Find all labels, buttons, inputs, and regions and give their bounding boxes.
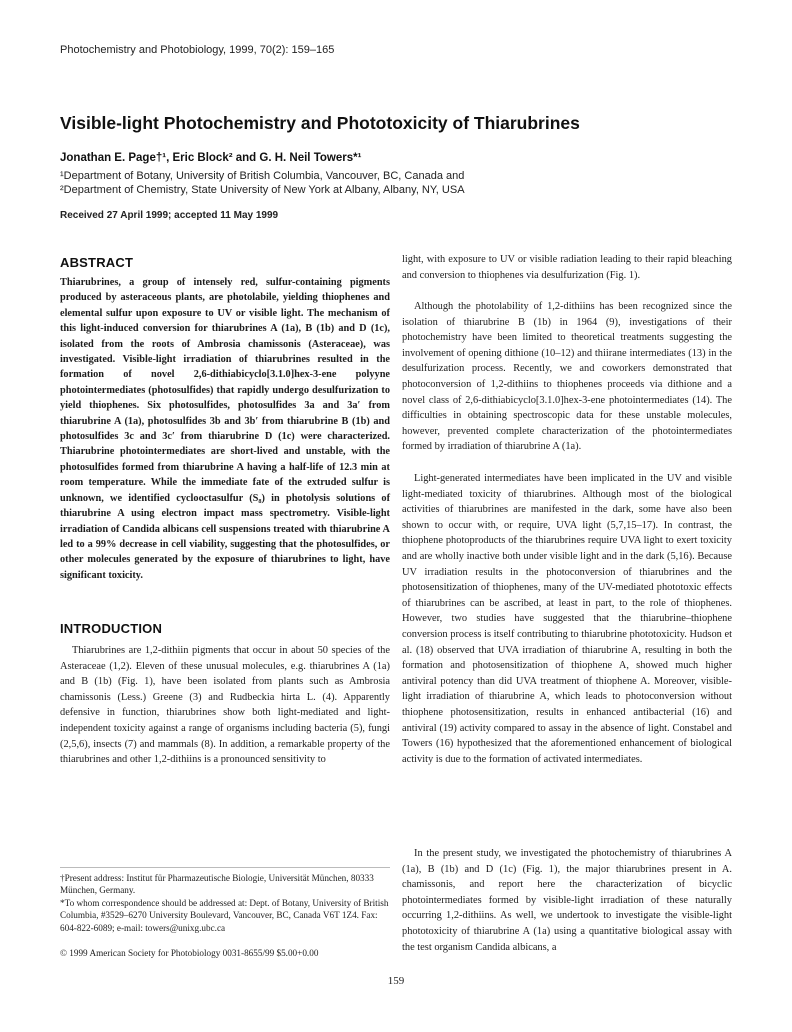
page-number: 159 [387, 975, 405, 987]
introduction-paragraph: Thiarubrines are 1,2-dithiin pigments that occur in about 50 species of the Asteraceae (1,2). Eleven of these unusual molecules, e.g. thiarubrines A (1a) and B (1b) (Fig. 1), have been isolated from plants such as Ambrosia chamissonis (Less.) Greene (3) and Rudbeckia hirta L. (4). Apparently defensive in function, thiarubrines show both light-mediated and light-independent toxicity against a range of organisms including bacteria (5), fungi (2,5,6), insects (7) and mammals (8). In addition, a remarkable property of the thiarubrines and other 1,2-dithiins is a pronounced sensitivity to [60, 645, 390, 766]
abstract-heading: ABSTRACT [60, 255, 134, 270]
author-list: Jonathan E. Page†¹, Eric Block² and G. H. Neil Towers*¹ [60, 152, 362, 164]
footnote-copyright: © 1999 American Society for Photobiology 0031-8655/99 $5.00+0.00 [60, 948, 319, 958]
affiliation-2: ²Department of Chemistry, State University of New York at Albany, Albany, NY, USA [60, 184, 465, 196]
article-title: Visible-light Photochemistry and Phototoxicity of Thiarubrines [60, 113, 580, 133]
footnote-present-address: †Present address: Institut für Pharmazeutische Biologie, Universität München, 80333 München, Germany. [60, 873, 374, 896]
received-dates: Received 27 April 1999; accepted 11 May 1999 [60, 210, 279, 221]
footnote-divider [60, 867, 390, 868]
footnote-correspondence: *To whom correspondence should be addressed at: Dept. of Botany, University of British Columbia, #3529–6270 University Boulevard, Vancouver, BC, Canada V6T 1Z4. Fax: 604-822-6089; e-mail: towers@unixg.ubc.ca [60, 898, 389, 933]
abstract-body: Thiarubrines, a group of intensely red, sulfur-containing pigments produced by asteraceous plants, are photolabile, yielding thiophenes and elemental sulfur upon exposure to UV or visible light. The mechanism of this light-induced conversion for thiarubrines A (1a), B (1b) and D (1c), isolated from the roots of Ambrosia chamissonis (Asteraceae), was investigated. Visible-light irradiation of thiarubrines resulted in the formation of novel 2,6-dithiabicyclo[3.1.0]hex-3-ene polyyne photointermediates (photosulfides) that rapidly undergo desulfurization to yield thiophenes. Six photosulfides, photosulfides 3a and 3a′ from thiarubrine A (1a), photosulfides 3b and 3b′ from thiarubrine B (1b) and photosulfides 3c and 3c′ from thiarubrine D (1c) were characterized. Thiarubrine photointermediates are short-lived and unstable, with the photosulfides formed from thiarubrine A having a half-life of 12.3 min at room temperature. While the immediate fate of the extruded sulfur is unknown, we identified cyclooctasulfur (S₈) in photolysis solutions of thiarubrine A using electron impact mass spectrometry. Visible-light irradiation of Candida albicans cell suspensions treated with thiarubrine A led to a 99% decrease in cell viability, suggesting that the photosulfides, or other molecules generated by the exposure of thiarubrines to light, have significant toxicity. [60, 277, 390, 581]
right-paragraph-1: light, with exposure to UV or visible radiation leading to their rapid bleaching and conversion to thiophenes via desulfurization (Fig. 1). [402, 254, 732, 281]
introduction-heading: INTRODUCTION [60, 621, 163, 636]
right-paragraph-2: Although the photolability of 1,2-dithiins has been recognized since the isolation of thiarubrine B (1b) in 1964 (9), investigations of their photochemistry have been limited to theoretical treatments suggesting the involvement of opening dithione (10–12) and thiirane intermediates (13) in the desulfurization process. Recently, we and coworkers demonstrated that photoconversion of 1,2-dithiins to thiophenes proceeds via dithione and a novel class of 2,6-dithiabicyclo[3.1.0]hex-3-ene photointermediates (14). The difficulties in obtaining spectroscopic data for these unstable molecules, however, prevented complete characterization of the photointermediates formed by irradiation of thiarubrine A (1a). [402, 301, 732, 453]
affiliation-1: ¹Department of Botany, University of British Columbia, Vancouver, BC, Canada and [60, 170, 465, 182]
journal-citation: Photochemistry and Photobiology, 1999, 70(2): 159–165 [60, 44, 335, 56]
right-paragraph-4: In the present study, we investigated the photochemistry of thiarubrines A (1a), B (1b) and D (1c) (Fig. 1), the major thiarubrines present in A. chamissonis, and report here the characterization of bicyclic photointermediates formed by visible-light irradiation of these naturally occurring 1,2-dithiins. As well, we undertook to investigate the visible-light phototoxicity of thiarubrine A (1a) using a quantitative biological assay with the test organism Candida albicans, a [402, 848, 732, 953]
right-paragraph-3: Light-generated intermediates have been implicated in the UV and visible light-mediated toxicity of thiarubrines. Although most of the biological activities of thiarubrines are manifested in the dark, some have also been shown to occur with, or require, UVA light (5,7,15–17). In contrast, the thiophene photoproducts of the thiarubrines require UVA light to exert toxicity and are wholly inactive both under visible light and in the dark (5,16). Because UV irradiation results in the photoconversion of thiarubrines and the photosensitization of thiophenes, many of the UV-mediated phototoxic effects of thiarubrines can be ascribed, at least in part, to the role of thiophenes. However, two studies have suggested that the thiarubrine–thiophene conversion process is itself contributing to thiarubrine phototoxicity. Hudson et al. (18) observed that UVA irradiation of thiarubrine A, resulting in both the formation and photosensitization of thiophene A, showed much higher antiviral potency than did UVA treatment of thiophene A. Moreover, visible-light irradiation of thiarubrine A, which leads to photoconversion without thiophene photosensitization, results in enhanced antibacterial (16) and antiviral (19) activity compared to assay in the absence of light. Constabel and Towers (16) hypothesized that the aforementioned enhancement of biological activity is due to the formation of activated intermediates. [402, 473, 732, 765]
